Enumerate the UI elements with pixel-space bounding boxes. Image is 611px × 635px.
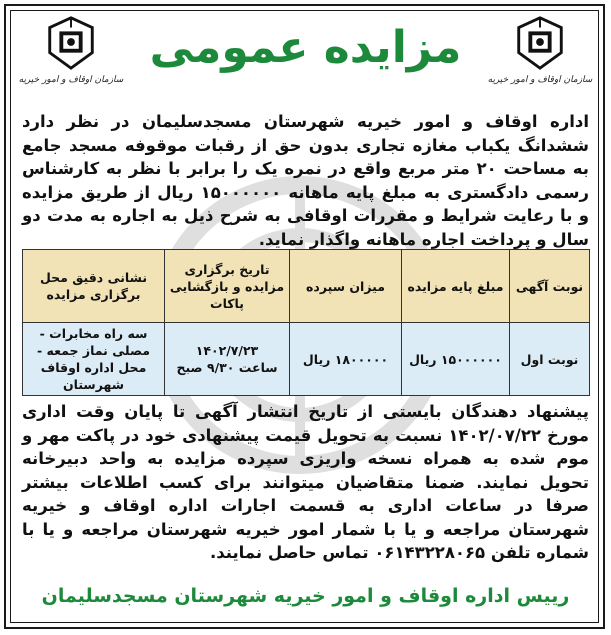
auction-table: [22, 249, 590, 396]
table-header-row: [23, 250, 590, 323]
header-deposit: میزان سپرده: [290, 250, 402, 323]
cell-date: [165, 323, 290, 396]
signature: رییس اداره اوقاف و امور خیریه شهرستان مسجدسلیمان: [41, 585, 570, 607]
organization-logo-right: [485, 14, 595, 110]
page-title: مزایده عمومی: [149, 22, 462, 73]
logo-caption: سازمان اوقاف و امور خیریه: [18, 75, 124, 85]
cell-round: نوبت اول: [510, 323, 590, 396]
header-date: تاریخ برگزاری مزایده و بازگشایی پاکات: [165, 250, 290, 323]
logo-caption: سازمان اوقاف و امور خیریه: [487, 75, 593, 85]
header-base-price: مبلغ پایه مزایده: [402, 250, 510, 323]
intro-paragraph: اداره اوقاف و امور خیریه شهرستان مسجدسلیمان در نظر دارد ششدانگ یکباب مغازه تجاری بدون حق از رقبات موقوفه مسجد جامع به مساحت ۲۰ متر مربع واقع در نمره یک را برابر با نظر به کارشناس رسمی دادگستری به مبلغ پایه ماهانه ۱۵۰۰۰۰۰۰ ریال از طریق مزایده و با رعایت شرایط و مقررات اوقافی به شرح ذیل به اجاره به مدت دو سال و پرداخت اجاره ماهانه واگذار نماید.: [22, 112, 589, 249]
cell-address: سه راه مخابرات - مصلی نماز جمعه - محل اداره اوقاف شهرستان: [23, 323, 165, 396]
header-round: نوبت آگهی: [510, 250, 590, 323]
awqaf-emblem-icon: [511, 14, 569, 72]
cell-deposit: ۱۸۰۰۰۰۰ ریال: [290, 323, 402, 396]
table-row: [23, 323, 590, 396]
awqaf-emblem-icon: [42, 14, 100, 72]
header-address: نشانی دقیق محل برگزاری مزایده: [23, 250, 165, 323]
cell-base-price: ۱۵۰۰۰۰۰۰ ریال: [402, 323, 510, 396]
conditions-paragraph: پیشنهاد دهندگان بایستی از تاریخ انتشار آگهی تا پایان وقت اداری مورخ ۱۴۰۲/۰۷/۲۲ نسبت به تحویل قیمت پیشنهادی خود در پاکت مهر و موم شده به همراه نسخه واریزی سپرده مزایده به واحد دبیرخانه تحویل نمایند. ضمنا متقاضیان میتوانند برای کسب اطلاعات بیشتر صرفا در ساعات اداری به قسمت اجارات اداره اوقاف و خیریه شهرستان مراجعه و یا با شمار امور خیریه شهرستان مراجعه و یا با شماره تلفن ۰۶۱۴۳۲۲۸۰۶۵ تماس حاصل نمایند.: [22, 402, 589, 562]
organization-logo-left: [16, 14, 126, 110]
auction-date: ۱۴۰۲/۷/۲۳: [195, 343, 259, 358]
auction-time: ساعت ۹/۳۰ صبح: [176, 360, 278, 375]
